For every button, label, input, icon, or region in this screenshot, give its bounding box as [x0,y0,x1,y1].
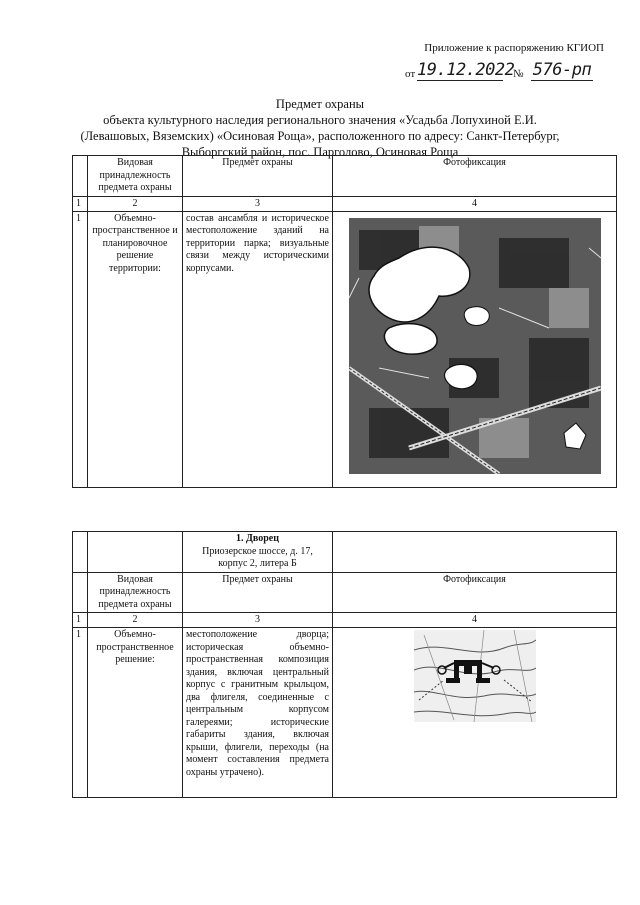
section-cell-empty [88,532,183,573]
column-number: 2 [88,613,183,628]
section-header-row [73,532,617,573]
column-number: 2 [88,196,183,211]
protection-table-palace [72,531,617,798]
table-row [73,628,617,798]
aerial-map-image [349,218,601,474]
row-subject-cell: состав ансамбля и историческое местоположение зданий на территории парка; визуальные связи между историческими корпусами. [183,211,333,487]
table-header-row [73,156,617,197]
header-cell-empty [73,156,88,197]
column-number: 4 [333,613,617,628]
row-number: 1 [73,211,88,487]
column-number: 4 [333,196,617,211]
row-type-cell: Объемно-пространственное и планировочное решение территории: [88,211,183,487]
protection-table-territory [72,155,617,488]
building-name: 1. Дворец [236,533,279,544]
order-number-label: № [513,68,524,80]
header-cell-photo: Фотофиксация [333,572,617,613]
row-subject-cell: местоположение дворца; историческая объемно-пространственная композиция здания, включая центральный корпус с гранитным крыльцом, два флигеля, соединенные с центральным корпусом галереями; исторические габариты здания, включая крыши, флигели, переходы (на момент составления предмета охраны утрачено). [183,628,333,798]
column-number: 1 [73,196,88,211]
section-cell-building [183,532,333,573]
column-number-row [73,196,617,211]
document-title [0,96,640,160]
header-cell-empty [73,572,88,613]
column-number-row [73,613,617,628]
building-address-line: корпус 2, литера Б [218,558,297,569]
row-number: 1 [73,628,88,798]
row-photo-cell [333,211,617,487]
building-address-line: Приозерское шоссе, д. 17, [202,545,313,557]
order-from-label: от [405,68,416,80]
site-plan-image [414,630,536,722]
column-number: 1 [73,613,88,628]
annex-label: Приложение к распоряжению КГИОП [424,42,604,54]
table-header-row [73,572,617,613]
header-cell-type: Видовая принадлежность предмета охраны [88,572,183,613]
header-cell-photo: Фотофиксация [333,156,617,197]
header-cell-type: Видовая принадлежность предмета охраны [88,156,183,197]
title-line: Выборгский район, пос. Парголово, Осиновая Роща [181,145,459,159]
table-row [73,211,617,487]
title-line: (Левашовых, Вяземских) «Осиновая Роща», расположенного по адресу: Санкт-Петербург, [80,129,560,143]
order-date: 19.12.2022 [417,60,515,80]
header-cell-subject: Предмет охраны [183,156,333,197]
section-cell-empty [333,532,617,573]
header-cell-subject: Предмет охраны [183,572,333,613]
title-line: объекта культурного наследия регионального значения «Усадьба Лопухиной Е.И. [103,113,537,127]
column-number: 3 [183,196,333,211]
row-type-cell: Объемно-пространственное решение: [88,628,183,798]
order-reference [405,60,605,82]
order-number: 576-рп [532,60,592,80]
row-photo-cell [333,628,617,798]
section-cell-empty [73,532,88,573]
title-line: Предмет охраны [275,97,365,111]
column-number: 3 [183,613,333,628]
